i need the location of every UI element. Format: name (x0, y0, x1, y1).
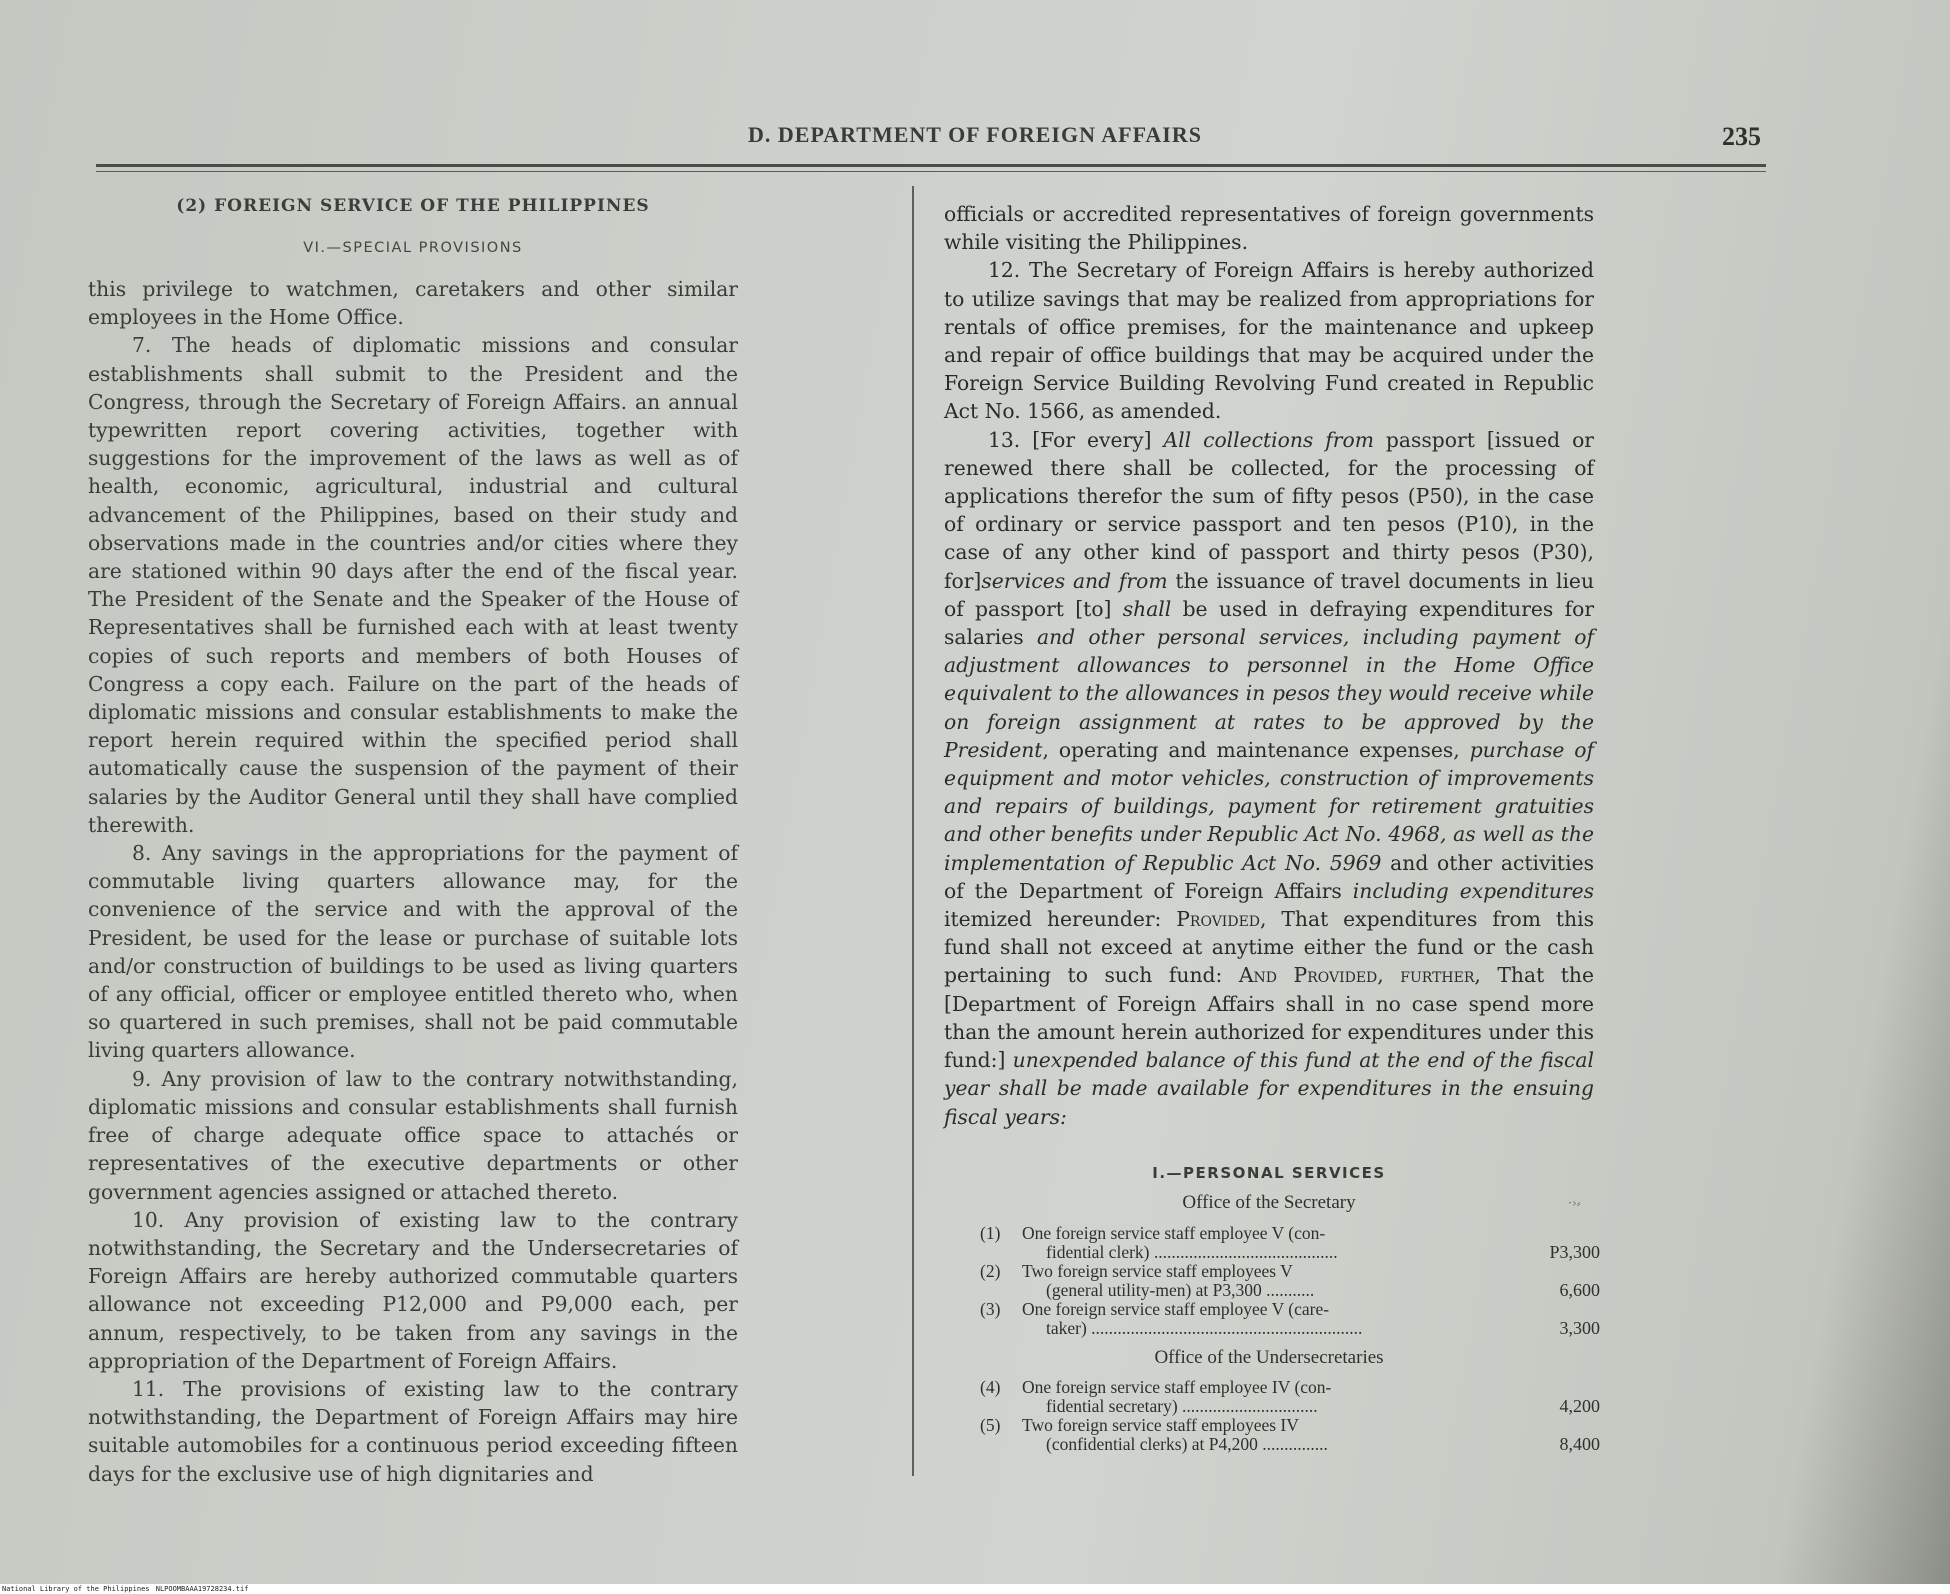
item-amount: P3,300 (1549, 1242, 1600, 1262)
item-desc-line1: Two foreign service staff employees V (1022, 1261, 1293, 1281)
item-amount: 8,400 (1559, 1434, 1600, 1454)
provision-8: 8. Any savings in the appropriations for the payment of commutable living quarters allowance may, for the convenience of the service and with the approval of the President, be used for the lease or purchase of suitable lots and/or construction of buildings to be used as living quarters of any official, officer or employee entitled thereto who, when so quartered in such premises, shall not be paid commutable living quarters allowance. (88, 841, 738, 1063)
page-number: 235 (1722, 122, 1761, 151)
provision-13-run: And Provided, further (1238, 963, 1475, 988)
personal-services-heading: I.—PERSONAL SERVICES (1152, 1164, 1386, 1182)
provision-7: 7. The heads of diplomatic missions and consular establishments shall submit to the President and the Congress, through the Secretary of Foreign Affairs. an annual typewritten report covering activities, together with suggestions for the improvement of the laws as well as of health, economic, agricultural, industrial and cultural advancement of the Philippines, based on their study and observations made in the countries and/or cities where they are stationed within 90 days after the end of the fiscal year. The President of the Senate and the Speaker of the House of Representatives shall be furnished each with at least twenty copies of such reports and members of both Houses of Congress a copy each. Failure on the part of the heads of diplomatic missions and consular establishments to make the report herein required within the specified period shall automatically cause the suspension of the payment of their salaries by the Auditor General until they shall have complied therewith. (88, 333, 738, 837)
provision-13-run: purchase of equipment and motor vehicles, construction of improvements and repairs of buildings, payment for retirement gratuities and other benefits under Republic Act No. 4968, as well as the implementation of Republic Act No. 5969 (944, 737, 1594, 875)
item-desc-line2: fidential clerk) .......................................... (1046, 1242, 1338, 1262)
provision-13-run: , That the (1474, 963, 1594, 988)
section-title: (2) FOREIGN SERVICE OF THE PHILIPPINES (176, 196, 650, 216)
provision-13-run: [Department of Foreign Affairs shall in no case spend more than the amount herein authorized for expenditures under this fund:] (944, 991, 1594, 1073)
item-desc-line1: One foreign service staff employee IV (con- (1022, 1377, 1332, 1397)
item-desc-line1: One foreign service staff employee V (con- (1022, 1223, 1326, 1243)
scan-footer (0, 1584, 1950, 1594)
provision-11: 11. The provisions of existing law to the contrary notwithstanding, the Department of Foreign Affairs may hire suitable automobiles for a continuous period exceeding fifteen days for the exclusive use of high dignitaries and (88, 1376, 738, 1486)
provision-13-run: [For every] (1032, 427, 1152, 452)
line-item (980, 1224, 1600, 1262)
item-amount: 6,600 (1559, 1280, 1600, 1300)
provision-13-run: services and from (981, 568, 1168, 593)
item-desc-line1: Two foreign service staff employees IV (1022, 1415, 1299, 1435)
item-amount: 3,300 (1559, 1318, 1600, 1338)
provision-13-run: All collections from (1151, 427, 1386, 452)
item-number: (4) (980, 1377, 1001, 1397)
provision-13-run: the issuance of travel documents in lieu of passport (944, 568, 1595, 621)
office-undersecretaries-heading: Office of the Undersecretaries (1154, 1347, 1384, 1368)
footer-filename: NLPOOMBAAA19728234.tif (155, 1585, 249, 1593)
office-secretary-heading: Office of the Secretary (1182, 1192, 1356, 1213)
provision-13-run: [to] (1075, 596, 1112, 621)
item-number: (2) (980, 1261, 1001, 1281)
provision-13-run: , operating and maintenance expenses, (1042, 737, 1470, 762)
item-desc-line2: (general utility-men) at P3,300 ........... (1046, 1280, 1315, 1300)
column-divider (912, 186, 914, 1476)
item-number: (5) (980, 1415, 1001, 1435)
running-head: D. DEPARTMENT OF FOREIGN AFFAIRS (748, 122, 1202, 147)
paragraph-continued-right: officials or accredited representatives of foreign governments while visiting the Philippines. (944, 202, 1594, 255)
provision-10: 10. Any provision of existing law to the contrary notwithstanding, the Secretary and the Undersecretaries of Foreign Affairs are hereby authorized commutable quarters allowance not exceeding P12,000 and P9,000 each, per annum, respectively, to be taken from any savings in the appropriation of the Department of Foreign Affairs. (88, 1207, 738, 1373)
item-amount: 4,200 (1559, 1396, 1600, 1416)
provision-13-run: and other personal services, including payment of adjustment allowances to personnel in the Home Office equivalent to the allowances in pesos they would receive while on foreign assignment at rates to be approved by the President (944, 625, 1594, 762)
right-column (944, 200, 1594, 1131)
item-desc-line1: One foreign service staff employee V (care- (1022, 1299, 1330, 1319)
provision-13-run: [issued or renewed there shall be collected, for the processing of applications therefor the sum of fifty pesos (P50), in the case of ordinary or service passport and ten pesos (P10), in the case of any other kind of passport and thirty pesos (P30), for] (944, 427, 1594, 593)
footer-library: National Library of the Philippines (2, 1585, 150, 1593)
provision-13-run: shall (1111, 596, 1172, 621)
provision-12: 12. The Secretary of Foreign Affairs is hereby authorized to utilize savings that may be realized from appropriations for rentals of office premises, for the maintenance and upkeep and repair of office buildings that may be acquired under the Foreign Service Building Revolving Fund created in Republic Act No. 1566, as amended. (944, 258, 1594, 424)
section-subtitle: VI.—SPECIAL PROVISIONS (303, 240, 523, 256)
item-desc-line2: fidential secretary) ............................... (1046, 1396, 1318, 1416)
provision-13-run: itemized hereunder: (944, 907, 1177, 932)
provision-13-run: passport (1385, 427, 1487, 452)
line-item (980, 1262, 1600, 1300)
left-column (88, 275, 738, 1488)
provision-13-run: unexpended balance of this fund at the end of the fiscal year shall be made available for expenditures in the ensuing fiscal years: (944, 1048, 1594, 1129)
provision-13-run: 13. (988, 427, 1033, 452)
margin-mark: ·›⸗ (1568, 1196, 1581, 1210)
header-rule (96, 164, 1766, 167)
item-number: (3) (980, 1299, 1001, 1319)
item-desc-line2: taker) .............................................................. (1046, 1318, 1363, 1338)
paragraph-continued: this privilege to watchmen, caretakers and other similar employees in the Home Office. (88, 277, 738, 330)
provision-13-run: , That expenditures from this fund shall not exceed at anytime either the fund or the cash pertaining to such fund: (944, 907, 1595, 988)
provision-13-run: be used in defraying expenditures for salaries (944, 596, 1595, 650)
provision-9: 9. Any provision of law to the contrary notwithstanding, diplomatic missions and consular establishments shall furnish free of charge adequate office space to attachés or representatives of the executive departments or other government agencies assigned or attached thereto. (88, 1066, 738, 1204)
line-item (980, 1300, 1600, 1338)
item-desc-line2: (confidential clerks) at P4,200 ............... (1046, 1434, 1328, 1454)
header-rule-thin (96, 171, 1766, 172)
provision-13-run: Provided (1176, 907, 1261, 932)
line-item (980, 1416, 1600, 1454)
item-number: (1) (980, 1223, 1001, 1243)
provision-13-run: and other activities of the Department of Foreign Affairs (944, 850, 1594, 903)
provision-13 (944, 426, 1594, 1131)
line-item (980, 1378, 1600, 1416)
provision-13-run: including expenditures (1352, 878, 1594, 903)
